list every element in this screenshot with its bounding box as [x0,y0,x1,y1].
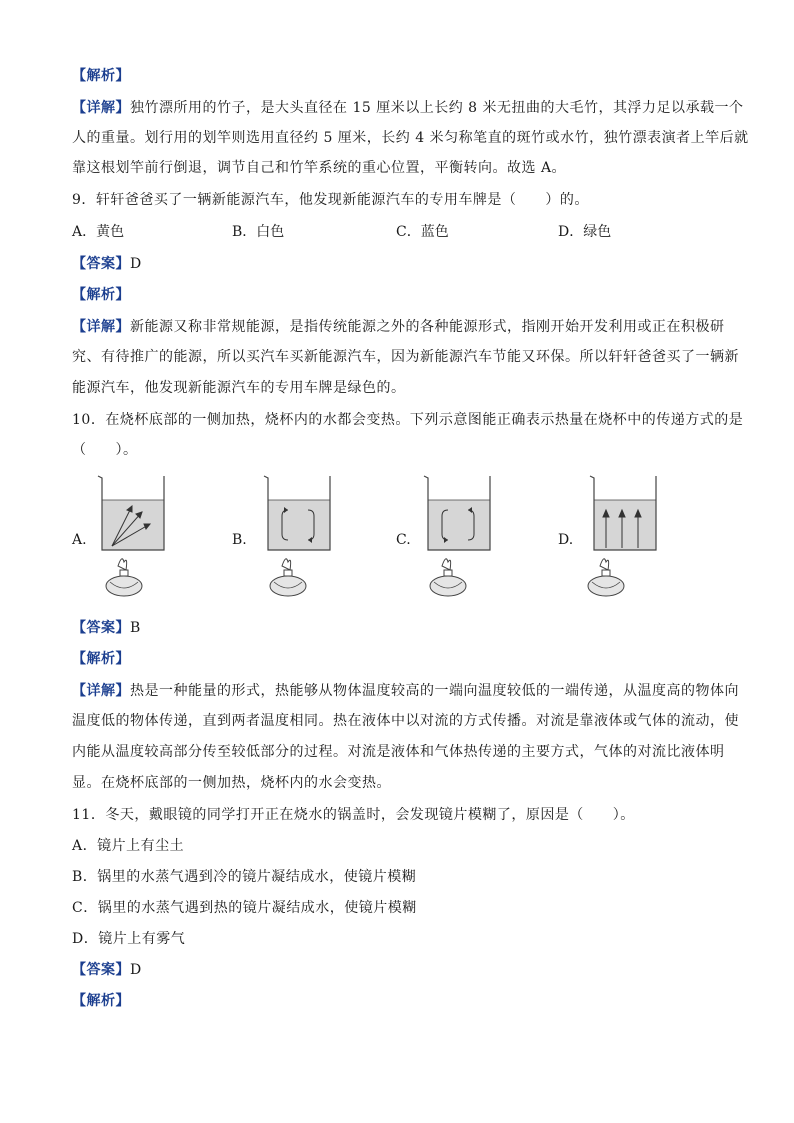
answer-label: 【答案】 [72,962,130,978]
q9-option-d: D．绿色 [558,224,612,240]
answer-value: D [130,962,142,978]
detail-label: 【详解】 [72,100,130,116]
figure-c [412,470,502,605]
q11-option-c: C．锅里的水蒸气遇到热的镜片凝结成水，使镜片模糊 [72,900,417,916]
detail-label: 【详解】 [72,319,130,335]
q9-option-b: B．白色 [232,224,285,240]
jiexi-label: 【解析】 [72,68,130,84]
jiexi-label: 【解析】 [72,993,130,1009]
answer-label: 【答案】 [72,620,130,636]
q10-answer [72,618,732,638]
detail-paragraph-line: 人的重量。划行用的划竿则选用直径约 5 厘米，长约 4 米匀称笔直的斑竹或水竹，独竹漂表演者上竿后就 [72,130,749,146]
figure-label-a: A. [72,532,87,548]
question-11-stem: 11．冬天，戴眼镜的同学打开正在烧水的锅盖时，会发现镜片模糊了，原因是（ ）。 [72,807,635,823]
jiexi-label: 【解析】 [72,651,130,667]
detail-paragraph-line: 【详解】独竹漂所用的竹子，是大头直径在 15 厘米以上长约 8 米无扭曲的大毛竹，其浮力足以承载一个 [72,100,744,116]
q11-answer [72,960,732,980]
q11-option-b: B．锅里的水蒸气遇到冷的镜片凝结成水，使镜片模糊 [72,869,417,885]
detail-paragraph-line: 内能从温度较高部分传至较低部分的过程。对流是液体和气体热传递的主要方式，气体的对流比液体明 [72,744,725,760]
question-10-stem-cont: （ ）。 [72,442,138,458]
detail-paragraph-line: 【详解】新能源又称非常规能源，是指传统能源之外的各种能源形式，指刚开始开发利用或正在积极研 [72,319,725,335]
detail-label: 【详解】 [72,683,130,699]
q9-option-a: A．黄色 [72,224,125,240]
answer-value: D [130,256,142,272]
beaker-with-water-icon [412,470,502,605]
figure-label-d: D. [558,532,574,548]
q11-option-a: A．镜片上有尘土 [72,838,185,854]
figure-b [252,470,342,605]
detail-paragraph-line: 显。在烧杯底部的一侧加热，烧杯内的水会变热。 [72,775,391,791]
figure-label-c: C. [396,532,411,548]
q9-answer [72,254,732,274]
detail-paragraph-line: 究、有待推广的能源，所以买汽车买新能源汽车，因为新能源汽车节能又环保。所以轩轩爸爸买了一辆新 [72,349,739,365]
detail-paragraph-line: 【详解】热是一种能量的形式，热能够从物体温度较高的一端向温度较低的一端传递，从温度高的物体向 [72,683,739,699]
figure-d [578,470,668,605]
question-10-stem: 10．在烧杯底部的一侧加热，烧杯内的水都会变热。下列示意图能正确表示热量在烧杯中的传递方式的是 [72,412,744,428]
detail-paragraph-line: 能源汽车，他发现新能源汽车的专用车牌是绿色的。 [72,380,406,396]
detail-paragraph-line: 温度低的物体传递，直到两者温度相同。热在液体中以对流的方式传播。对流是靠液体或气体的流动，使 [72,713,739,729]
beaker-with-water-icon [578,470,668,605]
q11-option-d: D．镜片上有雾气 [72,931,186,947]
detail-paragraph-line: 靠这根划竿前行倒退，调节自己和竹竿系统的重心位置，平衡转向。故选 A。 [72,160,567,176]
jiexi-label: 【解析】 [72,287,130,303]
beaker-with-water-icon [252,470,342,605]
figure-a [90,470,180,605]
answer-label: 【答案】 [72,256,130,272]
figure-label-b: B. [232,532,247,548]
q9-option-c: C．蓝色 [396,224,449,240]
question-9-stem: 9．轩轩爸爸买了一辆新能源汽车，他发现新能源汽车的专用车牌是（ ）的。 [72,192,589,208]
answer-value: B [130,620,141,636]
beaker-with-water-icon [90,470,180,605]
